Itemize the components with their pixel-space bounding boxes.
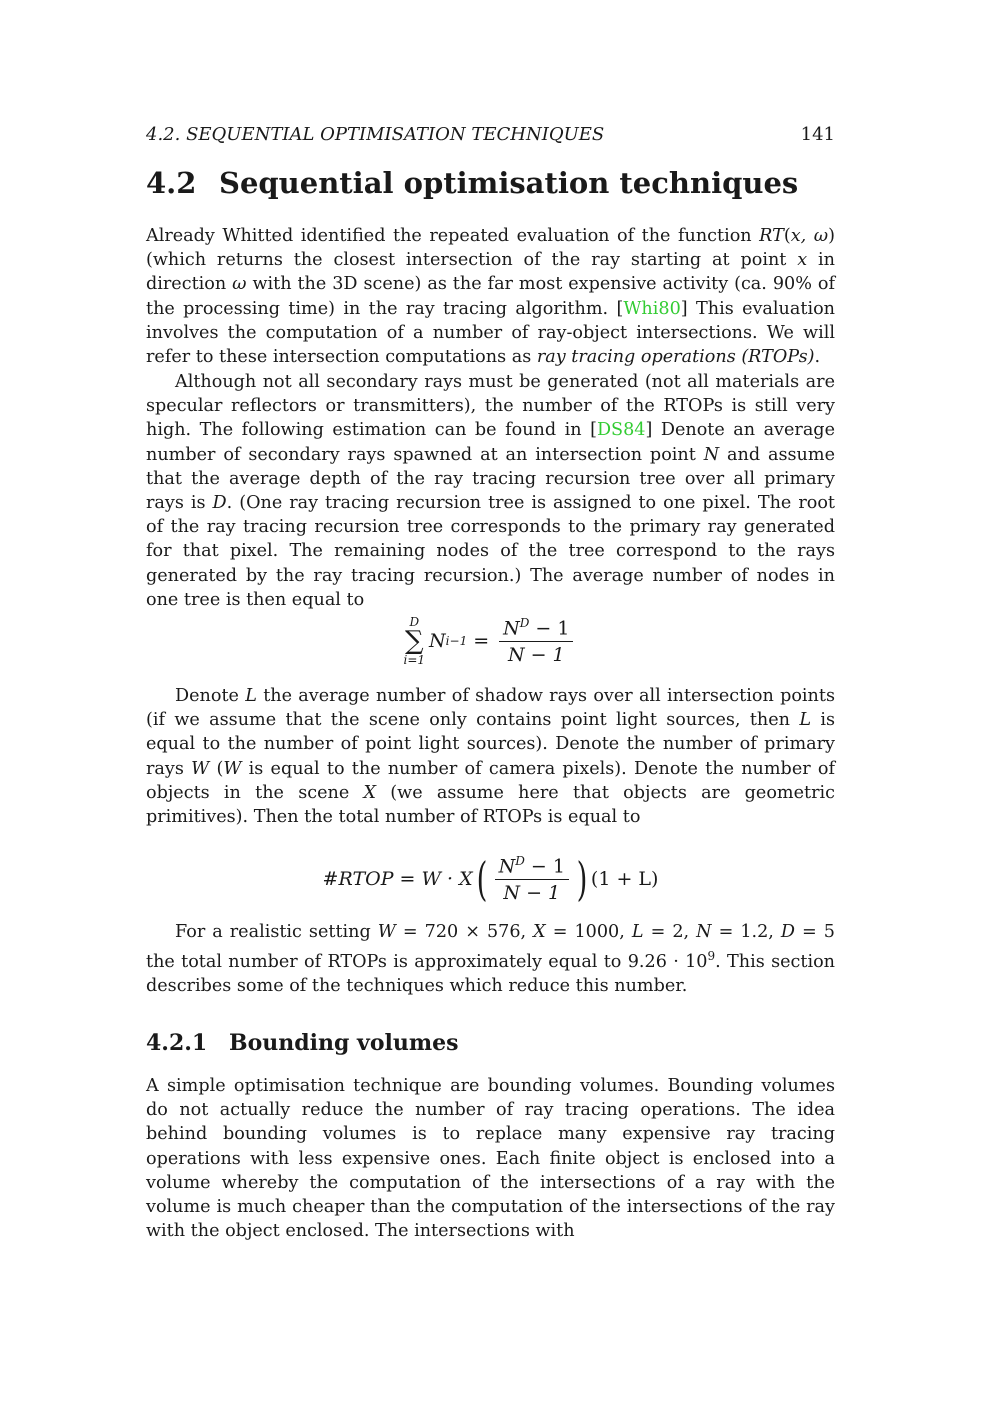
section-number: 4.2	[146, 166, 197, 200]
subsection-heading	[146, 1030, 459, 1056]
citation-ds84[interactable]: DS84	[596, 420, 646, 441]
page-number: 141	[800, 124, 835, 145]
fraction: $\frac{N^D - 1}{N - 1}$	[499, 616, 573, 666]
subsection-number: 4.2.1	[146, 1030, 208, 1056]
subsection-title: Bounding volumes	[229, 1030, 459, 1056]
paragraph-4: For a realistic setting W = 720 × 576, X = 1000, L = 2, N = 1.2, D = 5 the total number of RTOPs is approximately equal to $9.26 \cdot 10^9$. This section describes some of the techniques which reduce this number.	[146, 922, 836, 997]
paragraph-1: Already Whitted identified the repeated evaluation of the function RT(x, ω) (which returns the closest intersection of the ray starting at point x in direction ω with the 3D scene) as the far most expensive activity (ca. 90% of the processing time) in the ray tracing algorithm. [Whi80] This evaluation involves the computation of a number of ray-object intersections. We will refer to these intersection computations as ray tracing operations (RTOPs).	[146, 226, 835, 368]
paragraph-3: Denote L the average number of shadow rays over all intersection points (if we assume that the scene only contains point light sources, then L is equal to the number of point light sources). Denote the number of primary rays W (W is equal to the number of camera pixels). Denote the number of objects in the scene X (we assume here that objects are geometric primitives). Then the total number of RTOPs is equal to	[146, 686, 835, 828]
section-title: Sequential optimisation techniques	[219, 166, 799, 200]
running-title: 4.2. SEQUENTIAL OPTIMISATION TECHNIQUES	[146, 124, 605, 145]
citation-whi80[interactable]: Whi80	[623, 298, 681, 319]
running-header	[146, 124, 835, 145]
summation-symbol: D ∑ i=1	[403, 615, 426, 667]
paragraph-2: Although not all secondary rays must be generated (not all materials are specular reflectors or transmitters), the number of the RTOPs is still very high. The following estimation can be found in [DS84] Denote an average number of secondary rays spawned at an intersection point N and assume that the average depth of the ray tracing recursion tree over all primary rays is D. (One ray tracing recursion tree is assigned to one pixel. The root of the ray tracing recursion tree corresponds to the primary ray generated for that pixel. The remaining nodes of the tree correspond to the rays generated by the ray tracing recursion.) The average number of nodes in one tree is then equal to	[146, 372, 835, 610]
fraction: $\frac{N^D - 1}{N - 1}$	[495, 854, 569, 904]
section-heading	[146, 166, 798, 200]
paragraph-5: A simple optimisation technique are bounding volumes. Bounding volumes do not actually reduce the number of ray tracing operations. The idea behind bounding volumes is to replace many expensive ray tracing operations with less expensive ones. Each finite object is enclosed into a volume whereby the computation of the intersections of a ray with the volume is much cheaper than the computation of the intersections of the ray with the object enclosed. The intersections with	[146, 1076, 835, 1242]
equation-rtop: #RTOP = W · X ( $\frac{N^D - 1}{N - 1}$ ) (1 + L)	[322, 852, 659, 906]
equation-sum: D ∑ i=1 N i−1 = $\frac{N^D - 1}{N - 1}$	[146, 612, 835, 670]
